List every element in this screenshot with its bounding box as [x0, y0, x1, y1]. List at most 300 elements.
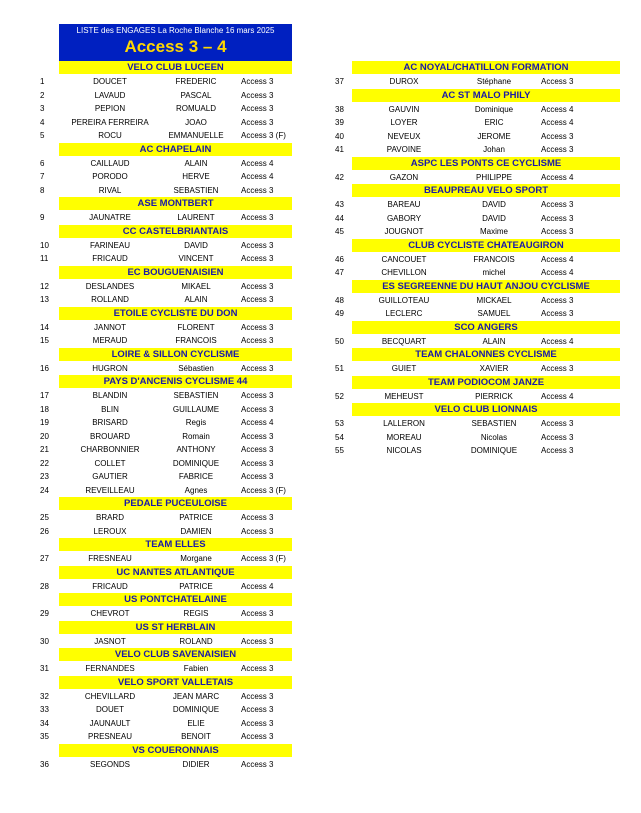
rider-lastname: DUROX [389, 77, 419, 86]
header-box [59, 24, 292, 61]
rider-category: Access 3 [241, 185, 274, 195]
rider-firstname: PATRICE [179, 581, 213, 591]
rider-row [320, 362, 620, 376]
rider-firstname: DAVID [482, 213, 506, 223]
rider-row [320, 444, 620, 458]
rider-row [0, 116, 300, 130]
rider-category: Access 3 [241, 691, 274, 701]
rider-firstname: PHILIPPE [475, 172, 512, 182]
rider-number: 53 [335, 419, 344, 428]
rider-number: 15 [40, 336, 49, 345]
rider-number: 18 [40, 404, 49, 414]
rider-firstname: ROLAND [179, 636, 213, 646]
rider-category: Access 3 [241, 718, 274, 728]
rider-category: Access 4 [241, 581, 274, 591]
club-header: AC ST MALO PHILY [352, 89, 620, 102]
rider-lastname: NICOLAS [386, 446, 422, 455]
rider-number: 26 [40, 526, 49, 536]
rider-lastname: CHARBONNIER [80, 445, 140, 454]
rider-number: 3 [40, 104, 45, 113]
rider-category: Access 3 [241, 90, 274, 100]
rider-firstname: VINCENT [178, 254, 214, 263]
rider-lastname: BLIN [101, 404, 119, 414]
rider-category: Access 3 [541, 227, 574, 236]
rider-lastname: MERAUD [92, 336, 128, 345]
rider-number: 28 [40, 581, 49, 591]
rider-lastname: LECLERC [385, 309, 423, 318]
rider-row [0, 334, 300, 348]
club-header: TEAM ELLES [59, 538, 292, 551]
rider-lastname: RIVAL [98, 185, 122, 195]
rider-number: 27 [40, 554, 49, 563]
rider-number: 10 [40, 240, 49, 250]
rider-lastname: DESLANDES [85, 281, 135, 291]
rider-firstname: Agnes [184, 485, 208, 495]
rider-row [320, 198, 620, 212]
rider-firstname: PASCAL [180, 90, 212, 100]
rider-lastname: CHEVROT [90, 609, 130, 618]
rider-lastname: BROUARD [89, 431, 130, 441]
rider-category: Access 3 [541, 131, 574, 141]
rider-category: Access 3 [541, 419, 574, 428]
club-header: CC CASTELBRIANTAIS [59, 225, 292, 238]
rider-firstname: PIERRICK [475, 391, 513, 401]
rider-number: 16 [40, 363, 49, 373]
rider-firstname: FRANCOIS [473, 254, 515, 264]
rider-category: Access 3 (F) [241, 554, 286, 563]
rider-category: Access 3 [241, 609, 274, 618]
rider-firstname: EMMANUELLE [168, 131, 224, 140]
rider-firstname: DOMINIQUE [470, 446, 518, 455]
rider-firstname: XAVIER [479, 364, 509, 373]
rider-lastname: LAVAUD [94, 90, 126, 100]
rider-number: 44 [335, 213, 344, 223]
rider-category: Access 3 [241, 104, 274, 113]
rider-category: Access 3 [241, 445, 274, 454]
rider-row [320, 253, 620, 267]
rider-row [0, 129, 300, 143]
rider-number: 36 [40, 759, 49, 769]
rider-category: Access 3 [241, 636, 274, 646]
rider-category: Access 4 [541, 268, 574, 277]
rider-category: Access 3 [541, 309, 574, 318]
rider-row [0, 252, 300, 266]
rider-firstname: REGIS [183, 609, 209, 618]
rider-firstname: FLORENT [177, 322, 215, 332]
rider-row [0, 443, 300, 457]
rider-firstname: HERVE [182, 172, 210, 181]
rider-row [0, 690, 300, 704]
rider-row [0, 293, 300, 307]
rider-lastname: PAVOINE [386, 145, 422, 154]
rider-firstname: DOMINIQUE [172, 458, 220, 468]
club-header: VELO SPORT VALLETAIS [59, 676, 292, 689]
rider-category: Access 3 [241, 213, 274, 222]
rider-row [320, 171, 620, 185]
rider-row [0, 89, 300, 103]
rider-row [0, 239, 300, 253]
rider-lastname: JAUNATRE [89, 213, 131, 222]
rider-row [0, 280, 300, 294]
rider-firstname: FREDERIC [175, 77, 217, 86]
rider-number: 19 [40, 418, 49, 427]
rider-lastname: FRICAUD [92, 581, 128, 591]
rider-category: Access 3 (F) [241, 485, 286, 495]
rider-category: Access 4 [541, 104, 574, 114]
club-header: VELO CLUB SAVENAISIEN [59, 648, 292, 661]
rider-number: 40 [335, 131, 344, 141]
rider-number: 12 [40, 281, 49, 291]
rider-lastname: CANCOUET [381, 254, 427, 264]
rider-number: 4 [40, 117, 45, 127]
rider-row [320, 225, 620, 239]
rider-firstname: ALAIN [184, 158, 208, 168]
rider-row [0, 717, 300, 731]
rider-lastname: GAUVIN [388, 104, 420, 114]
rider-firstname: Morgane [180, 554, 212, 563]
rider-category: Access 3 [541, 295, 574, 305]
club-header: ETOILE CYCLISTE DU DON [59, 307, 292, 320]
rider-category: Access 4 [241, 172, 274, 181]
rider-firstname: Sébastien [178, 363, 214, 373]
rider-lastname: BLANDIN [92, 391, 128, 400]
rider-category: Access 3 [241, 240, 274, 250]
rider-category: Access 3 [241, 117, 274, 127]
club-header: AC NOYAL/CHATILLON FORMATION [352, 61, 620, 74]
rider-row [320, 431, 620, 445]
rider-category: Access 4 [541, 336, 574, 346]
rider-firstname: BENOIT [181, 732, 211, 741]
rider-row [320, 103, 620, 117]
rider-firstname: JEROME [477, 131, 511, 141]
rider-category: Access 3 [241, 363, 274, 373]
rider-category: Access 4 [541, 391, 574, 401]
rider-lastname: JOUGNOT [384, 227, 424, 236]
rider-lastname: BECQUART [381, 336, 427, 346]
rider-category: Access 3 [241, 295, 274, 304]
rider-number: 24 [40, 485, 49, 495]
rider-row [0, 211, 300, 225]
club-header: LOIRE & SILLON CYCLISME [59, 348, 292, 361]
rider-firstname: Maxime [479, 227, 508, 236]
club-header: ES SEGREENNE DU HAUT ANJOU CYCLISME [352, 280, 620, 293]
rider-row [0, 430, 300, 444]
rider-number: 48 [335, 295, 344, 305]
rider-firstname: ALAIN [482, 336, 506, 346]
rider-category: Access 3 [241, 336, 274, 345]
rider-lastname: GAUTIER [92, 472, 128, 481]
rider-number: 47 [335, 268, 344, 277]
club-header: TEAM CHALONNES CYCLISME [352, 348, 620, 361]
rider-category: Access 3 [241, 254, 274, 263]
rider-row [0, 389, 300, 403]
rider-number: 17 [40, 391, 49, 400]
rider-firstname: SAMUEL [477, 309, 511, 318]
club-header: PAYS D'ANCENIS CYCLISME 44 [59, 375, 292, 388]
rider-number: 25 [40, 513, 49, 522]
rider-category: Access 3 [241, 526, 274, 536]
rider-category: Access 3 [541, 77, 574, 86]
rider-row [0, 416, 300, 430]
rider-firstname: FRANCOIS [175, 336, 217, 345]
rider-number: 8 [40, 185, 45, 195]
rider-number: 6 [40, 158, 45, 168]
rider-category: Access 3 [241, 391, 274, 400]
rider-firstname: ERIC [484, 118, 504, 127]
club-header: VS COUERONNAIS [59, 744, 292, 757]
rider-lastname: MOREAU [386, 432, 422, 442]
rider-row [0, 157, 300, 171]
rider-row [320, 335, 620, 349]
rider-number: 30 [40, 636, 49, 646]
rider-firstname: DIDIER [182, 759, 210, 769]
rider-row [0, 730, 300, 744]
club-header: TEAM PODIOCOM JANZE [352, 376, 620, 389]
rider-number: 20 [40, 431, 49, 441]
rider-category: Access 4 [541, 172, 574, 182]
rider-row [0, 75, 300, 89]
rider-number: 49 [335, 309, 344, 318]
rider-number: 7 [40, 172, 45, 181]
rider-firstname: DOMINIQUE [172, 705, 220, 714]
rider-number: 33 [40, 705, 49, 714]
rider-firstname: Nicolas [480, 432, 508, 442]
rider-number: 14 [40, 322, 49, 332]
rider-category: Access 3 [541, 200, 574, 209]
rider-number: 21 [40, 445, 49, 454]
rider-lastname: JAUNAULT [89, 718, 131, 728]
rider-category: Access 3 [241, 431, 274, 441]
club-header: EC BOUGUENAISIEN [59, 266, 292, 279]
rider-row [0, 552, 300, 566]
rider-number: 9 [40, 213, 45, 222]
rider-category: Access 3 [241, 77, 274, 86]
rider-category: Access 4 [241, 158, 274, 168]
rider-lastname: COLLET [94, 458, 126, 468]
rider-lastname: NEVEUX [387, 131, 421, 141]
rider-number: 31 [40, 664, 49, 673]
rider-row [0, 470, 300, 484]
rider-number: 35 [40, 732, 49, 741]
rider-number: 50 [335, 336, 344, 346]
rider-number: 13 [40, 295, 49, 304]
rider-row [0, 403, 300, 417]
rider-number: 39 [335, 118, 344, 127]
rider-category: Access 3 (F) [241, 131, 286, 140]
club-header: SCO ANGERS [352, 321, 620, 334]
rider-lastname: ROLLAND [91, 295, 129, 304]
rider-row [320, 266, 620, 280]
rider-row [0, 321, 300, 335]
rider-category: Access 3 [241, 472, 274, 481]
rider-number: 52 [335, 391, 344, 401]
rider-lastname: DOUET [96, 705, 124, 714]
rider-category: Access 3 [241, 664, 274, 673]
rider-lastname: MEHEUST [384, 391, 424, 401]
rider-number: 46 [335, 254, 344, 264]
rider-lastname: FERNANDES [85, 664, 135, 673]
rider-number: 51 [335, 364, 344, 373]
rider-lastname: PORODO [92, 172, 128, 181]
rider-lastname: PRESNEAU [87, 732, 132, 741]
rider-firstname: JEAN MARC [172, 691, 220, 701]
rider-number: 1 [40, 77, 45, 86]
rider-firstname: SEBASTIEN [471, 419, 517, 428]
rider-category: Access 4 [241, 418, 274, 427]
rider-lastname: HUGRON [92, 363, 128, 373]
rider-firstname: Johan [483, 145, 505, 154]
rider-category: Access 3 [241, 513, 274, 522]
rider-lastname: ROCU [98, 131, 122, 140]
rider-firstname: PATRICE [179, 513, 213, 522]
rider-firstname: ALAIN [184, 295, 208, 304]
rider-number: 54 [335, 432, 344, 442]
rider-number: 45 [335, 227, 344, 236]
rider-category: Access 3 [241, 322, 274, 332]
rider-number: 41 [335, 145, 344, 154]
rider-category: Access 3 [541, 364, 574, 373]
club-header: BEAUPREAU VELO SPORT [352, 184, 620, 197]
rider-row [0, 484, 300, 498]
rider-number: 5 [40, 131, 45, 140]
rider-firstname: DAVID [482, 200, 506, 209]
rider-row [320, 116, 620, 130]
rider-category: Access 3 [241, 732, 274, 741]
club-header: VELO CLUB LUCEEN [59, 61, 292, 74]
rider-lastname: FARINEAU [89, 240, 130, 250]
rider-lastname: CHEVILLARD [84, 691, 136, 701]
rider-lastname: BRARD [95, 513, 124, 522]
rider-firstname: FABRICE [178, 472, 214, 481]
rider-number: 29 [40, 609, 49, 618]
rider-firstname: SEBASTIEN [173, 185, 219, 195]
club-header: ASPC LES PONTS CE CYCLISME [352, 157, 620, 170]
club-header: UC NANTES ATLANTIQUE [59, 566, 292, 579]
rider-row [320, 212, 620, 226]
rider-lastname: PEPION [94, 104, 126, 113]
rider-firstname: Romain [182, 431, 210, 441]
rider-firstname: DAVID [184, 240, 208, 250]
rider-category: Access 3 [241, 759, 274, 769]
rider-firstname: Regis [185, 418, 207, 427]
rider-category: Access 3 [541, 145, 574, 154]
rider-lastname: BRISARD [92, 418, 128, 427]
rider-lastname: LALLERON [383, 419, 425, 428]
rider-number: 2 [40, 90, 45, 100]
rider-number: 23 [40, 472, 49, 481]
rider-row [320, 390, 620, 404]
rider-firstname: SEBASTIEN [173, 391, 219, 400]
rider-category: Access 4 [541, 118, 574, 127]
header-subtitle: Access 3 – 4 [124, 37, 227, 56]
rider-row [0, 703, 300, 717]
rider-lastname: FRESNEAU [88, 554, 132, 563]
rider-firstname: MIKAEL [181, 281, 211, 291]
rider-firstname: JOAO [185, 117, 207, 127]
rider-lastname: GABORY [386, 213, 422, 223]
rider-lastname: BAREAU [387, 200, 421, 209]
club-header: US PONTCHATELAINE [59, 593, 292, 606]
rider-number: 55 [335, 446, 344, 455]
club-header: US ST HERBLAIN [59, 621, 292, 634]
rider-lastname: CAILLAUD [90, 158, 130, 168]
rider-lastname: LEROUX [93, 526, 127, 536]
rider-row [0, 662, 300, 676]
rider-row [0, 184, 300, 198]
rider-lastname: JASNOT [94, 636, 126, 646]
rider-firstname: ANTHONY [176, 445, 216, 454]
rider-lastname: LOYER [390, 118, 418, 127]
rider-category: Access 3 [541, 432, 574, 442]
rider-firstname: GUILLAUME [172, 404, 220, 414]
rider-category: Access 3 [241, 281, 274, 291]
rider-firstname: LAURENT [177, 213, 215, 222]
rider-number: 37 [335, 77, 344, 86]
rider-firstname: Fabien [183, 664, 209, 673]
rider-row [0, 635, 300, 649]
rider-firstname: ELIE [187, 718, 205, 728]
rider-row [0, 580, 300, 594]
rider-row [320, 294, 620, 308]
rider-number: 32 [40, 691, 49, 701]
rider-row [0, 758, 300, 772]
rider-firstname: Stéphane [476, 77, 512, 86]
rider-number: 22 [40, 458, 49, 468]
club-header: PEDALE PUCEULOISE [59, 497, 292, 510]
rider-row [0, 511, 300, 525]
rider-lastname: REVEILLEAU [85, 485, 135, 495]
rider-firstname: ROMUALD [175, 104, 216, 113]
rider-number: 42 [335, 172, 344, 182]
club-header: VELO CLUB LIONNAIS [352, 403, 620, 416]
rider-row [0, 362, 300, 376]
rider-number: 43 [335, 200, 344, 209]
rider-lastname: CHEVILLON [381, 268, 427, 277]
club-header: AC CHAPELAIN [59, 143, 292, 156]
rider-category: Access 3 [541, 213, 574, 223]
rider-row [0, 102, 300, 116]
rider-row [320, 307, 620, 321]
rider-number: 34 [40, 718, 49, 728]
rider-number: 11 [40, 254, 49, 263]
rider-row [0, 525, 300, 539]
rider-row [320, 417, 620, 431]
rider-lastname: FRICAUD [92, 254, 128, 263]
rider-firstname: michel [482, 268, 506, 277]
rider-number: 38 [335, 104, 344, 114]
rider-firstname: DAMIEN [180, 526, 212, 536]
club-header: CLUB CYCLISTE CHATEAUGIRON [352, 239, 620, 252]
rider-row [320, 130, 620, 144]
rider-firstname: Dominique [474, 104, 514, 114]
rider-category: Access 4 [541, 254, 574, 264]
rider-row [320, 143, 620, 157]
club-header: ASE MONTBERT [59, 197, 292, 210]
rider-lastname: JANNOT [94, 322, 126, 332]
rider-row [320, 75, 620, 89]
rider-firstname: MICKAEL [476, 295, 512, 305]
rider-lastname: GUILLOTEAU [378, 295, 430, 305]
rider-row [0, 170, 300, 184]
rider-lastname: DOUCET [93, 77, 127, 86]
header-title: LISTE des ENGAGES La Roche Blanche 16 mars 2025 [76, 26, 275, 35]
rider-category: Access 3 [541, 446, 574, 455]
rider-category: Access 3 [241, 404, 274, 414]
rider-row [0, 607, 300, 621]
rider-lastname: GAZON [389, 172, 419, 182]
rider-lastname: PEREIRA FERREIRA [71, 117, 149, 127]
rider-lastname: GUIET [391, 364, 417, 373]
